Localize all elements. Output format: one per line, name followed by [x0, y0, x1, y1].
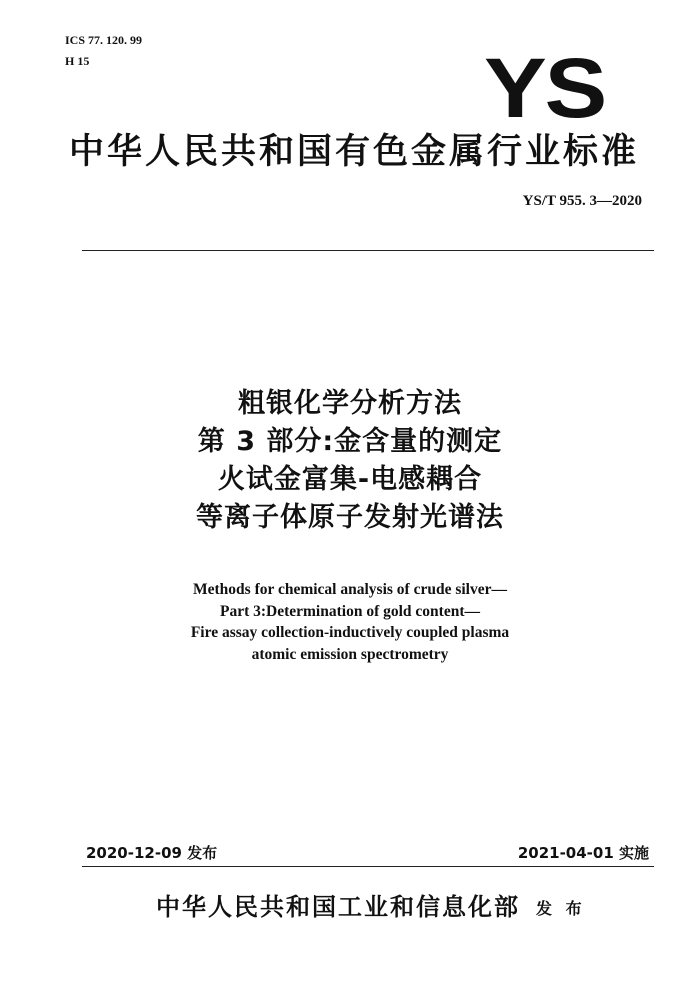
ics-code: ICS 77. 120. 99	[65, 33, 143, 47]
chinese-title	[0, 385, 700, 537]
english-title-line-4: atomic emission spectrometry	[251, 645, 449, 663]
bottom-divider	[82, 866, 654, 867]
chinese-title-line-2: 第 3 部分:金含量的测定	[197, 426, 503, 457]
chinese-title-line-4: 等离子体原子发射光谱法	[196, 502, 504, 533]
issue-date: 2020-12-09 发布	[86, 844, 218, 862]
english-title	[0, 579, 700, 665]
issuing-authority: 中华人民共和国工业和信息化部	[156, 893, 520, 921]
chinese-title-line-1: 粗银化学分析方法	[238, 388, 462, 419]
issue-label: 发 布	[536, 899, 586, 918]
top-divider	[82, 250, 654, 251]
ccs-code: H 15	[65, 54, 90, 68]
standard-number: YS/T 955. 3—2020	[522, 193, 642, 209]
english-title-line-2: Part 3:Determination of gold content—	[219, 602, 480, 620]
standard-category: 中华人民共和国有色金属行业标准	[68, 132, 639, 172]
chinese-title-line-3: 火试金富集-电感耦合	[217, 464, 483, 495]
implementation-date: 2021-04-01 实施	[517, 844, 649, 862]
english-title-line-1: Methods for chemical analysis of crude silver—	[193, 581, 507, 598]
english-title-line-3: Fire assay collection-inductively coupled plasma	[190, 624, 510, 641]
ys-logo: YS	[484, 41, 606, 135]
